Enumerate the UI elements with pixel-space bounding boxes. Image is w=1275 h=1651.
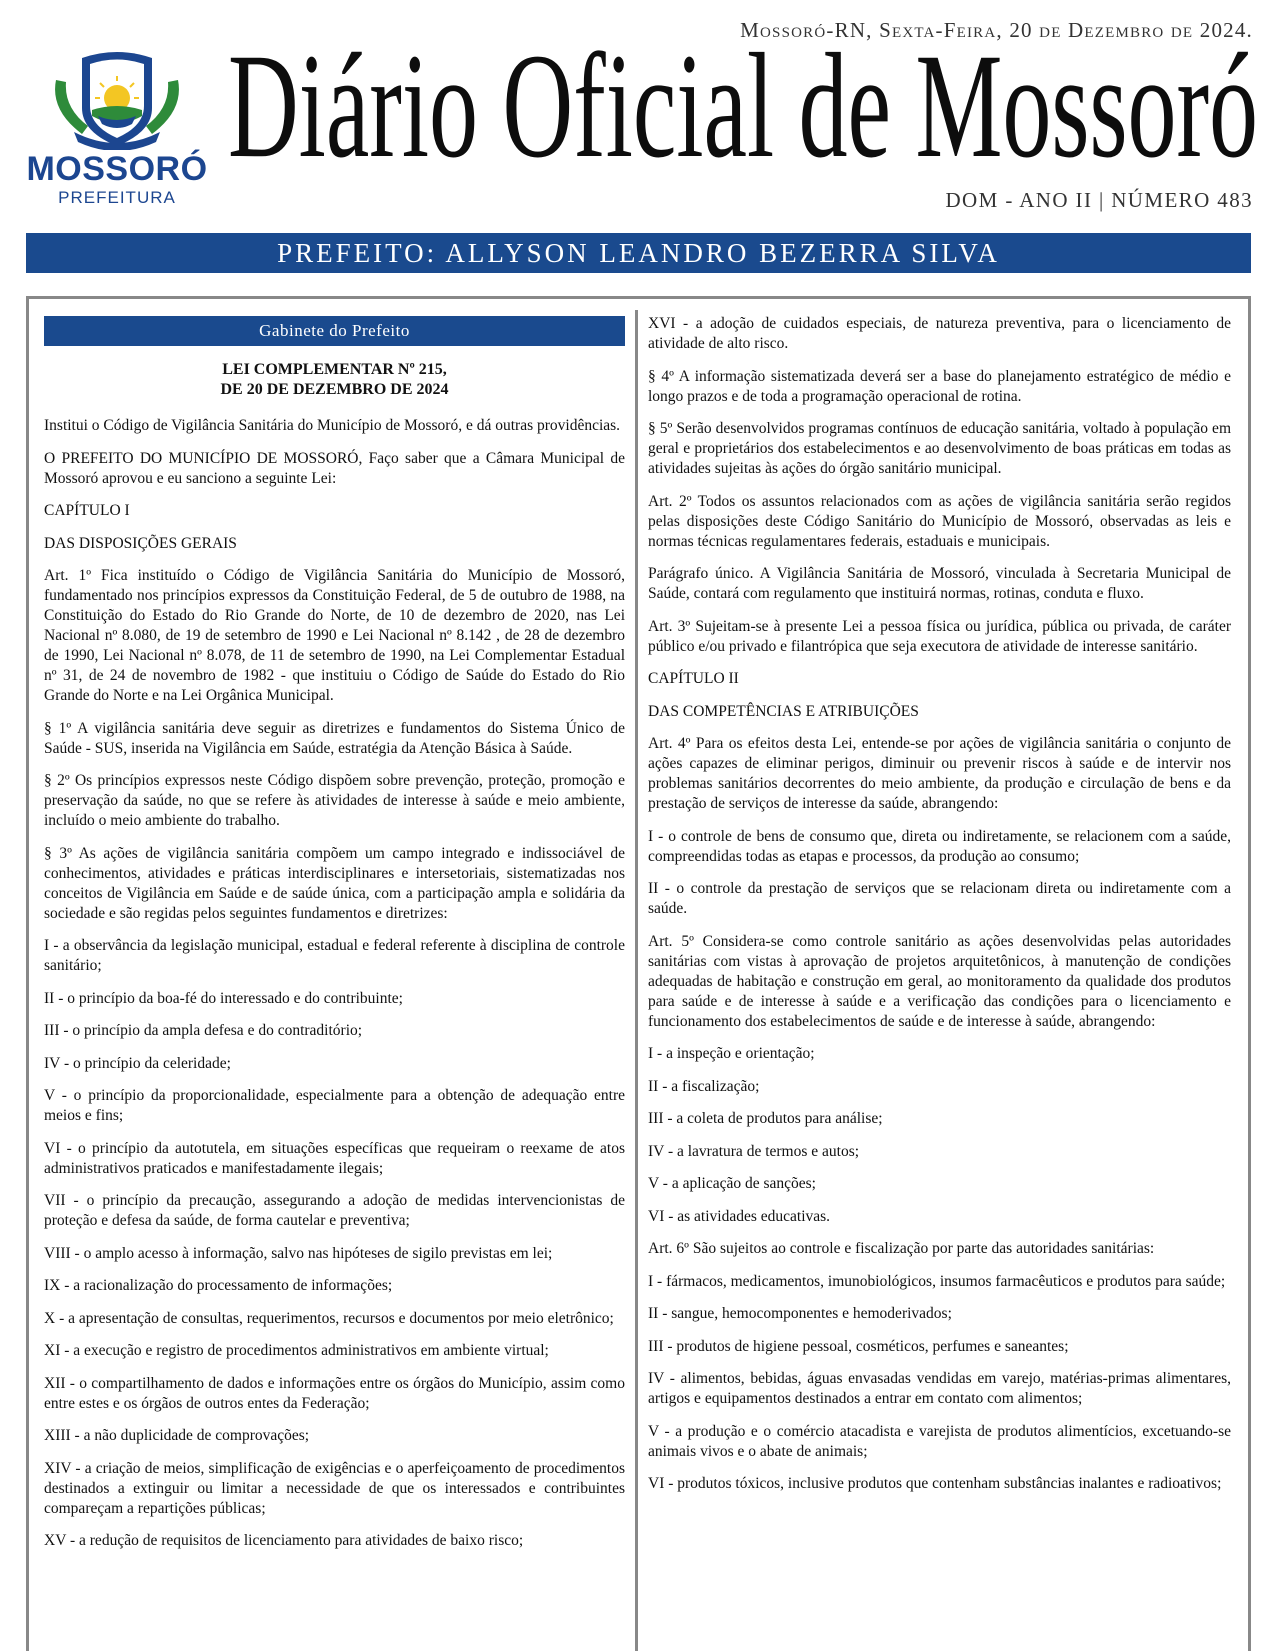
right-paragraphs [648,314,1231,1494]
issue-date-line: Mossoró-RN, Sexta-Feira, 20 de Dezembro de 2024. [740,18,1253,42]
paragraph: V - a produção e o comércio atacadista e varejista de produtos alimentícios, excetuando-se animais vivos e o abate de animais; [648,1422,1231,1460]
paragraph: III - a coleta de produtos para análise; [648,1110,883,1127]
paragraph: DAS COMPETÊNCIAS E ATRIBUIÇÕES [648,702,919,720]
paragraph: I - fármacos, medicamentos, imunobiológicos, insumos farmacêuticos e produtos para saúde; [648,1272,1226,1290]
paragraph: § 4º A informação sistematizada deverá ser a base do planejamento estratégico de médio e longo prazos e de toda a programação operacional de rotina. [648,367,1231,405]
paragraph: Art. 1º Fica instituído o Código de Vigilância Sanitária do Município de Mossoró, fundamentado nos princípios expressos da Constituição Federal, de 5 de outubro de 1988, na Constituição do Estado do Rio Grande do Norte, de 10 de dezembro de 2020, nas Lei Nacional nº 8.080, de 19 de setembro de 1990 e Lei Nacional nº 8.142 , de 28 de dezembro de 1990, Lei Nacional nº 8.078, de 11 de setembro de 1990, na Lei Complementar Estadual nº 31, de 24 de novembro de 1982 - que instituiu o Código de Saúde do Estado do Rio Grande do Norte e na Lei Orgânica Municipal. [44,567,625,704]
paragraph: § 5º Serão desenvolvidos programas contínuos de educação sanitária, voltado à população em geral e proprietários dos estabelecimentos e ao desenvolvimento de boas práticas em todas as atividades sujeitas às ações do órgão sanitário municipal. [648,420,1231,477]
paragraph: V - a aplicação de sanções; [648,1175,816,1192]
paragraph: VII - o princípio da precaução, assegurando a adoção de medidas intervencionistas de proteção e defesa da saúde, de forma cautelar e preventiva; [44,1192,625,1229]
paragraph: I - o controle de bens de consumo que, direta ou indiretamente, se relacionem com a saúde, compreendidas todas as etapas e processos, da produção ao consumo; [648,827,1231,865]
paragraph: IV - a lavratura de termos e autos; [648,1142,860,1160]
paragraph: II - o princípio da boa-fé do interessado e do contribuinte; [44,989,403,1007]
logo-subtitle: PREFEITURA [58,188,176,207]
paragraph: IV - o princípio da celeridade; [44,1054,231,1072]
law-title-line: LEI COMPLEMENTAR Nº 215, [222,361,447,378]
paragraph: VI - as atividades educativas. [648,1207,831,1225]
left-paragraphs [44,416,625,1551]
paragraph: II - sangue, hemocomponentes e hemoderivados; [648,1305,952,1322]
paragraph: Art. 4º Para os efeitos desta Lei, entende-se por ações de vigilância sanitária o conjunto de ações capazes de eliminar perigos, diminuir ou prevenir riscos à saúde e de intervir nos problemas sanitários decorrentes do meio ambiente, da produção e circulação de bens e da prestação de serviços de interesse da saúde, abrangendo: [648,735,1231,812]
paragraph: III - produtos de higiene pessoal, cosméticos, perfumes e saneantes; [648,1337,1069,1355]
city-seal-icon [52,50,182,150]
paragraph: Art. 3º Sujeitam-se à presente Lei a pessoa física ou jurídica, pública ou privada, de caráter público e/ou privado e filantrópica que seja executora de atividade de interesse sanitário. [648,617,1231,655]
paragraph: Art. 5º Considera-se como controle sanitário as ações desenvolvidas pelas autoridades sanitárias com vistas à aprovação de projetos arquitetônicos, à manutenção de condições adequadas de habitação e construção em geral, ao monitoramento da qualidade dos produtos para saúde e de interesse à saúde e a verificação das condições para o licenciamento e funcionamento dos estabelecimentos de saúde e de interesse à saúde, abrangendo: [648,932,1231,1030]
paragraph: VI - produtos tóxicos, inclusive produtos que contenham substâncias inalantes e radioativos; [648,1475,1222,1492]
paragraph: I - a inspeção e orientação; [648,1045,815,1062]
paragraph: IX - a racionalização do processamento de informações; [44,1277,393,1294]
right-column [648,314,1231,1507]
left-column [44,316,625,1564]
paragraph: X - a apresentação de consultas, requerimentos, recursos e documentos por meio eletrônico; [44,1309,614,1327]
paragraph: CAPÍTULO I [44,502,130,519]
law-title-line: DE 20 DE DEZEMBRO DE 2024 [220,381,449,398]
paragraph: VIII - o amplo acesso à informação, salvo nas hipóteses de sigilo previstas em lei; [44,1244,553,1262]
paragraph: § 1º A vigilância sanitária deve seguir as diretrizes e fundamentos do Sistema Único de Saúde - SUS, inserida na Vigilância em Saúde, estratégia da Atenção Básica à Saúde. [44,719,625,757]
paragraph: § 2º Os princípios expressos neste Código dispõem sobre prevenção, proteção, promoção e preservação da saúde, no que se refere às atividades de interesse à saúde e meio ambiente, incluído o meio ambiente do trabalho. [44,772,625,829]
paragraph: XI - a execução e registro de procedimentos administrativos em ambiente virtual; [44,1342,549,1359]
paragraph: DAS DISPOSIÇÕES GERAIS [44,534,237,552]
city-logo [22,50,212,210]
paragraph: CAPÍTULO II [648,670,739,687]
paragraph: Institui o Código de Vigilância Sanitária do Município de Mossoró, e dá outras providências. [44,417,621,434]
section-header: Gabinete do Prefeito [44,316,625,346]
masthead-title [228,26,1260,191]
mayor-banner: PREFEITO: ALLYSON LEANDRO BEZERRA SILVA [26,233,1251,273]
paragraph: Art. 6º São sujeitos ao controle e fiscalização por parte das autoridades sanitárias: [648,1240,1155,1257]
paragraph: O PREFEITO DO MUNICÍPIO DE MOSSORÓ, Faço saber que a Câmara Municipal de Mossoró aprovou e eu sanciono a seguinte Lei: [44,449,625,487]
law-title [44,360,625,400]
paragraph: XVI - a adoção de cuidados especiais, de natureza preventiva, para o licenciamento de atividade de alto risco. [648,315,1231,352]
paragraph: XIV - a criação de meios, simplificação de exigências e o aperfeiçoamento de procedimentos destinados a extinguir ou limitar a necessidade de que os interessados e contribuintes compareçam a repartições públicas; [44,1459,625,1517]
edition-number: DOM - ANO II | NÚMERO 483 [945,188,1253,212]
paragraph: II - o controle da prestação de serviços que se relacionam direta ou indiretamente com a saúde. [648,880,1231,917]
paragraph: Parágrafo único. A Vigilância Sanitária de Mossoró, vinculada à Secretaria Municipal de Saúde, contará com regulamento que instituirá normas, rotinas, conduta e fluxo. [648,565,1231,602]
column-divider [635,310,638,1651]
paragraph: XII - o compartilhamento de dados e informações entre os órgãos do Município, assim como entre estes e os órgãos de outros entes da Federação; [44,1374,625,1412]
logo-city-name: MOSSORÓ [26,150,208,188]
paragraph: XV - a redução de requisitos de licenciamento para atividades de baixo risco; [44,1532,524,1549]
paragraph: II - a fiscalização; [648,1077,760,1095]
paragraph: Art. 2º Todos os assuntos relacionados com as ações de vigilância sanitária serão regidos pelas disposições deste Código Sanitário do Município de Mossoró, observadas as leis e normas técnicas regulamentares federais, estaduais e municipais. [648,492,1231,550]
paragraph: V - o princípio da proporcionalidade, especialmente para a obtenção de adequação entre meios e fins; [44,1087,625,1124]
paragraph: IV - alimentos, bebidas, águas envasadas vendidas em varejo, matérias-primas alimentares, artigos e equipamentos destinados a entrar em contato com alimentos; [648,1370,1231,1407]
paragraph: III - o princípio da ampla defesa e do contraditório; [44,1022,363,1039]
paragraph: § 3º As ações de vigilância sanitária compõem um campo integrado e indissociável de conhecimentos, atividades e práticas interdisciplinares e intersetoriais, sistematizadas nos conceitos de Vigilância em Saúde e de saúde única, com a participação ampla e solidária da sociedade e são regidas pelos seguintes fundamentos e diretrizes: [44,844,625,922]
masthead-title-text: Diário Oficial de Mossoró [228,26,1258,189]
paragraph: VI - o princípio da autotutela, em situações específicas que requeiram o reexame de atos administrativos praticados e manifestadamente ilegais; [44,1139,625,1177]
paragraph: XIII - a não duplicidade de comprovações; [44,1427,310,1444]
paragraph: I - a observância da legislação municipal, estadual e federal referente à disciplina de controle sanitário; [44,937,625,974]
